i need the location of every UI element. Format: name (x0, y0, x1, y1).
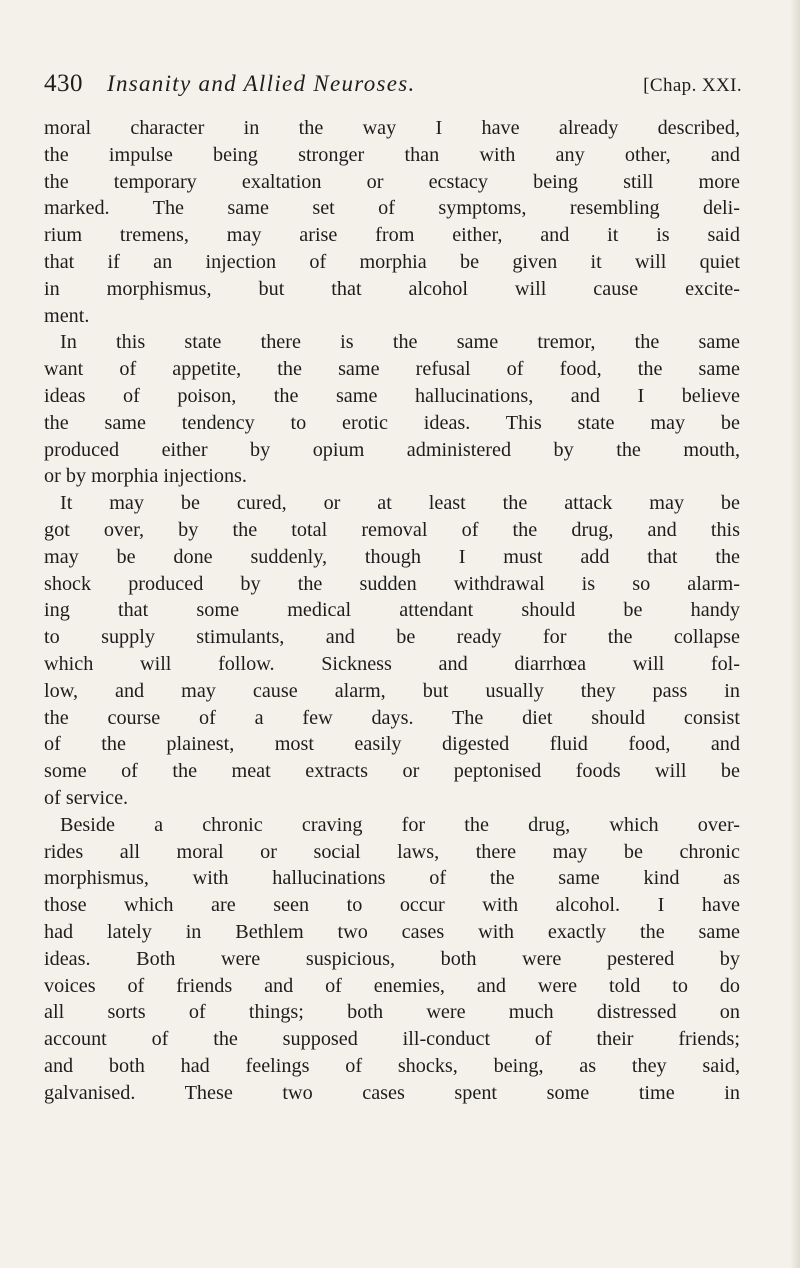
text-line: voices of friends and of enemies, and were told to do (44, 974, 740, 997)
text-line: some of the meat extracts or peptonised foods will be (44, 760, 740, 783)
text-line: Beside a chronic craving for the drug, which over- (60, 813, 740, 836)
text-line: the same tendency to erotic ideas. This state may be (44, 411, 740, 434)
chapter-label: [Chap. XXI. (643, 75, 742, 96)
text-line: rides all moral or social laws, there may be chronic (44, 840, 740, 863)
running-title: Insanity and Allied Neuroses. (107, 71, 416, 96)
page-edge-shadow (790, 0, 800, 1268)
text-line: the impulse being stronger than with any other, and (44, 143, 740, 166)
text-line: got over, by the total removal of the drug, and this (44, 518, 740, 541)
page-number: 430 (44, 70, 83, 97)
text-line: moral character in the way I have already described, (44, 117, 740, 139)
body-text (44, 115, 740, 1106)
text-line: ment. (44, 304, 90, 327)
text-line: marked. The same set of symptoms, resembling deli- (44, 197, 740, 220)
text-line: ing that some medical attendant should be handy (44, 599, 740, 622)
text-line: morphismus, with hallucinations of the same kind as (44, 867, 740, 890)
text-line: of service. (44, 786, 129, 809)
text-line: to supply stimulants, and be ready for the collapse (44, 626, 740, 649)
text-line: rium tremens, may arise from either, and it is said (44, 224, 740, 247)
text-line: and both had feelings of shocks, being, as they said, (44, 1054, 740, 1077)
running-head (44, 70, 742, 106)
text-line: galvanised. These two cases spent some time in (44, 1081, 740, 1104)
text-line: or by morphia injections. (44, 465, 247, 488)
text-line: all sorts of things; both were much distressed on (44, 1001, 740, 1024)
text-line: of the plainest, most easily digested fluid food, and (44, 733, 740, 756)
text-line: ideas. Both were suspicious, both were pestered by (44, 947, 740, 970)
text-line: It may be cured, or at least the attack may be (60, 492, 740, 515)
text-line: the temporary exaltation or ecstacy being still more (44, 170, 740, 193)
text-line: the course of a few days. The diet should consist (44, 706, 740, 729)
text-line: shock produced by the sudden withdrawal is so alarm- (44, 572, 740, 595)
text-line: ideas of poison, the same hallucinations, and I believe (44, 384, 740, 407)
text-line: which will follow. Sickness and diarrhœa will fol- (44, 652, 740, 675)
text-line: may be done suddenly, though I must add that the (44, 545, 740, 568)
text-line: produced either by opium administered by the mouth, (44, 438, 740, 461)
text-line: account of the supposed ill-conduct of their friends; (44, 1028, 740, 1051)
text-line: had lately in Bethlem two cases with exactly the same (44, 920, 740, 943)
text-line: those which are seen to occur with alcohol. I have (44, 894, 740, 917)
text-line: In this state there is the same tremor, the same (60, 331, 740, 354)
text-line: in morphismus, but that alcohol will cause excite- (44, 277, 740, 300)
text-line: that if an injection of morphia be given it will quiet (44, 250, 740, 273)
text-line: want of appetite, the same refusal of food, the same (44, 358, 740, 381)
text-line: low, and may cause alarm, but usually they pass in (44, 679, 740, 702)
